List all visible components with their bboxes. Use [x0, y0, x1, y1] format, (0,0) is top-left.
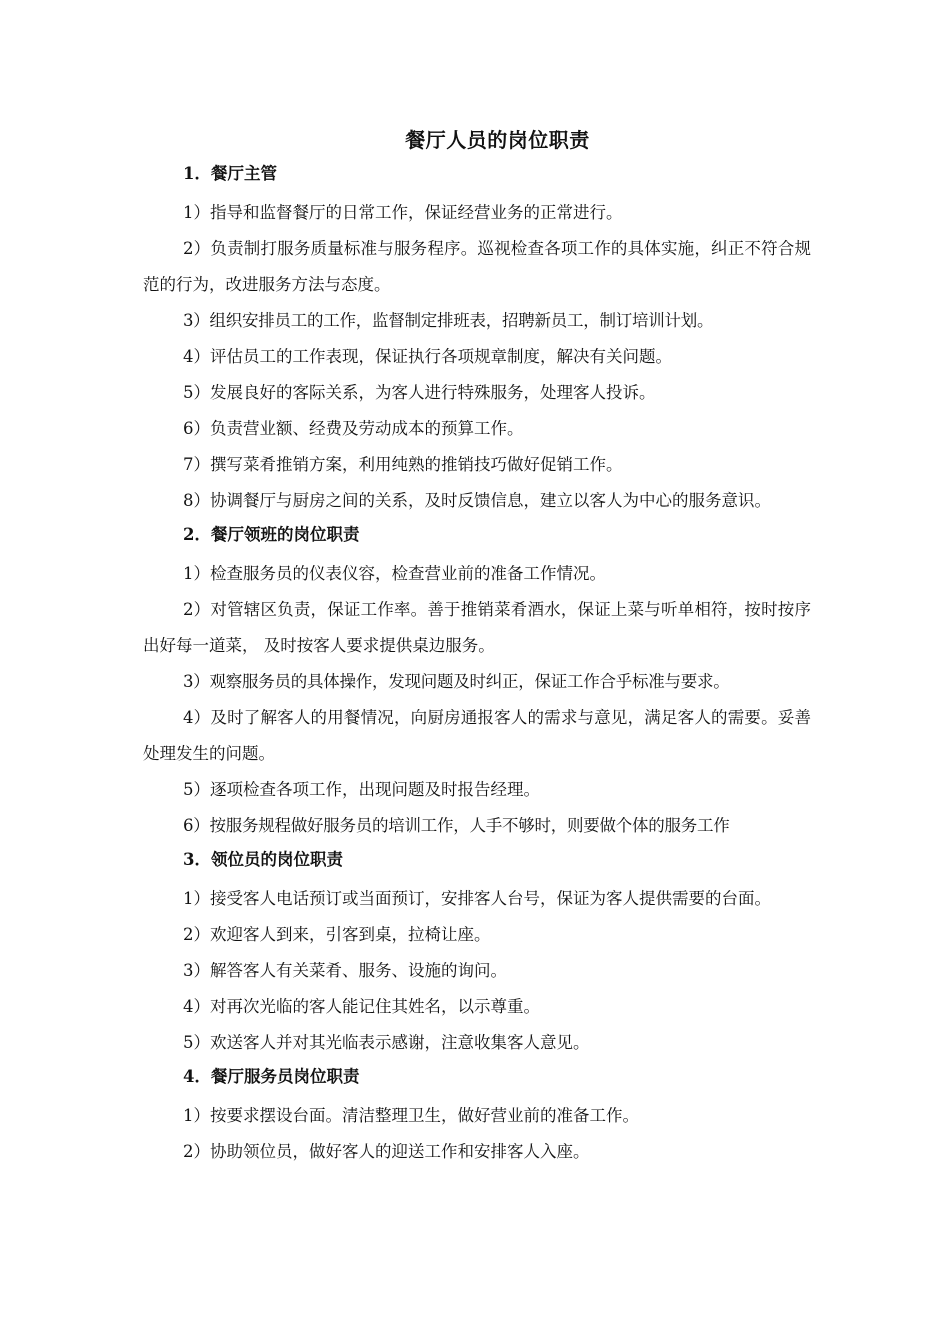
section-waiter — [143, 1061, 811, 1170]
section-heading: 4．餐厅服务员岗位职责 — [183, 1067, 360, 1086]
duty-item: 7）撰写菜肴推销方案，利用纯熟的推销技巧做好促销工作。 — [183, 455, 623, 474]
document-body — [143, 158, 811, 1170]
page-title: 餐厅人员的岗位职责 — [405, 128, 590, 152]
duty-item: 1）检查服务员的仪表仪容，检查营业前的准备工作情况。 — [183, 564, 606, 583]
duty-item: 3）解答客人有关菜肴、服务、设施的询问。 — [183, 961, 507, 980]
duty-item: 1）按要求摆设台面。清洁整理卫生，做好营业前的准备工作。 — [183, 1106, 639, 1125]
section-heading: 1．餐厅主管 — [183, 164, 277, 183]
section-restaurant-supervisor — [143, 158, 811, 519]
section-heading: 3．领位员的岗位职责 — [183, 850, 343, 869]
duty-item: 6）负责营业额、经费及劳动成本的预算工作。 — [183, 419, 524, 438]
duty-item: 2）对管辖区负责，保证工作率。善于推销菜肴酒水，保证上菜与听单相符，按时按序出好每一道菜， 及时按客人要求提供桌边服务。 — [143, 600, 811, 655]
duty-item: 3）观察服务员的具体操作，发现问题及时纠正，保证工作合乎标准与要求。 — [183, 672, 730, 691]
duty-item: 5）发展良好的客际关系，为客人进行特殊服务，处理客人投诉。 — [183, 383, 656, 402]
section-heading: 2．餐厅领班的岗位职责 — [183, 525, 360, 544]
duty-item: 6）按服务规程做好服务员的培训工作，人手不够时，则要做个体的服务工作 — [183, 816, 730, 835]
duty-item: 4）评估员工的工作表现，保证执行各项规章制度，解决有关问题。 — [183, 347, 672, 366]
duty-item: 1）接受客人电话预订或当面预订，安排客人台号，保证为客人提供需要的台面。 — [183, 889, 771, 908]
duty-item: 8）协调餐厅与厨房之间的关系，及时反馈信息，建立以客人为中心的服务意识。 — [183, 491, 771, 510]
duty-item: 2）欢迎客人到来，引客到桌，拉椅让座。 — [183, 925, 491, 944]
duty-item: 5）逐项检查各项工作，出现问题及时报告经理。 — [183, 780, 540, 799]
duty-item: 1）指导和监督餐厅的日常工作，保证经营业务的正常进行。 — [183, 203, 623, 222]
duty-item: 3）组织安排员工的工作，监督制定排班表，招聘新员工，制订培训计划。 — [183, 311, 714, 330]
section-host — [143, 844, 811, 1061]
duty-item: 4）对再次光临的客人能记住其姓名，以示尊重。 — [183, 997, 540, 1016]
duty-item: 2）协助领位员，做好客人的迎送工作和安排客人入座。 — [183, 1142, 590, 1161]
duty-item: 4）及时了解客人的用餐情况，向厨房通报客人的需求与意见，满足客人的需要。妥善处理发生的问题。 — [143, 708, 811, 763]
duty-item: 2）负责制打服务质量标准与服务程序。巡视检查各项工作的具体实施，纠正不符合规范的行为，改进服务方法与态度。 — [143, 239, 811, 294]
section-restaurant-captain — [143, 519, 811, 844]
duty-item: 5）欢送客人并对其光临表示感谢，注意收集客人意见。 — [183, 1033, 590, 1052]
